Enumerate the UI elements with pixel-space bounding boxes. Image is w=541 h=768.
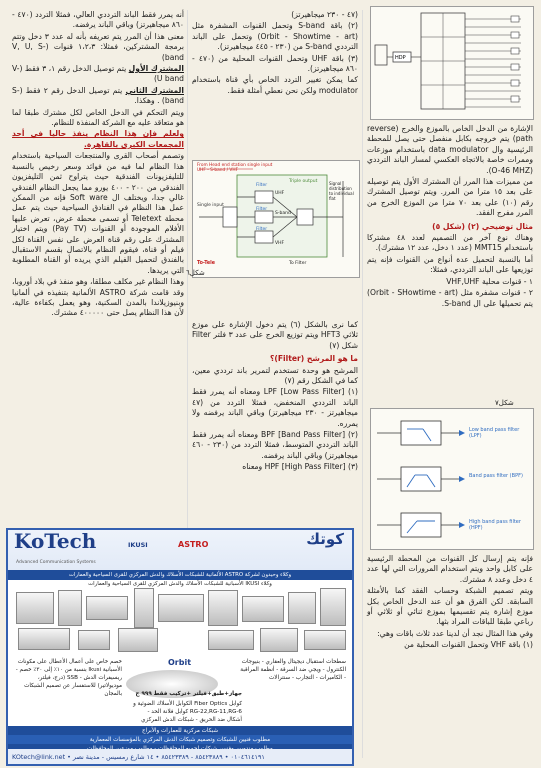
paragraph: أنه يمرر فقط الباند الترددي العالي، فمثلا التردد (٤٧٠ - ٨٦٠ ميجاهيرتز) وباقي الباند يرفضه. (12, 10, 184, 30)
kotech-arabic-logo: كوتك (306, 530, 344, 548)
paragraph: (١) باقة VHF وتحمل القنوات المحلية من (404, 640, 533, 650)
subscriber-2 (12, 86, 184, 107)
fig6-filter-2: Filter (256, 207, 268, 212)
fig6-tv-label: To-Tele (197, 261, 216, 266)
fig6-filter-1: Filter (256, 183, 268, 188)
paragraph: (٢) [Band Pass Filter] BPF ومعناه أنه يمرر فقط الباند الترددي المتوسط، فمثلا التردد من (٢٣٠ - ٤٦٠ ميجاهيرتز) وباقي الباند يرفضه. (192, 430, 358, 460)
kotech-logo: KoTech (14, 529, 97, 553)
ad-receiver-offer: جهاز+طبق+فيلتر +تركيب فقط ٩٩٩ ج (135, 691, 242, 697)
paragraph: من مميزات هذا المرر أن المشترك الأول يتم توصيله على بعد ١٥ مترا من المرر. ويتم توصيل المشترك رقم (١٠) على بعد ٧٠ مترا من الموزع الخرج من المرر مفرج الفقد. (367, 177, 533, 218)
subscriber-2-heading: المشترك الثاني (125, 85, 184, 95)
fig5-hdp-label: HDP (395, 55, 406, 61)
product-image (288, 592, 316, 624)
list-item: ٢ - قنوات مشفرة مثل (Orbit - SHowtime - art) يتم تحميلها على ال S-band. (367, 288, 533, 308)
paragraph: المرشح هو وحدة تستخدم لتمرير باند ترددي معين، كما في الشكل رقم (٧) (192, 365, 358, 386)
paragraph: (١) [Low Pass Filter] LPF ومعناه أنه يمرر فقط الباند الترددي المنخفض، فمثلا التردد من (٤٧ ميجاهيرتز - ٢٣٠ ميجاهيرتز) وباقي الباند يرفضه ولا يمرره. (192, 387, 358, 428)
paragraph: فإنه يتم إرسال كل القنوات من المحطة الرئيسية على كابل واحد ويتم استخدام المرورات التي لها عدد ٤ دخل وعدد ٨ مشترك. (367, 554, 533, 584)
paragraph: (٣) باقة UHF وتحمل القنوات المحلية من (٤٧٠ - ٨٦٠ ميجاهيرتز). (192, 53, 359, 74)
astro-logo: ASTRO (178, 540, 209, 549)
product-image (304, 630, 346, 650)
ad-astro-line: وكلاء وحيدون لشركة ASTRO الألمانية للشبكات الأسلاك والدش المركزي للقرى السياحية والعمارات (8, 570, 352, 580)
subscriber-1 (12, 64, 184, 85)
section-heading: مثال توضيحي (٢) (شكل ٥) (432, 221, 533, 231)
product-image (16, 592, 54, 624)
product-image (58, 590, 82, 626)
product-image (260, 628, 298, 652)
paragraph: الإشارة من الدخل الخاص بالموزع والخرج (reverse path) يتم خروجه بكابل منفصل حتى يصل للمحطة الرئيسية وال data modulator باستخدام موزعات وممرات خاصة بالاتجاه العكسي لمسار الباند الترددي (O-46 MHZ). (367, 124, 533, 175)
ad-discount-text: خصم خاص على أعمال الأعطال على مكونات الأسبانية Ikusi بنسبة من ١٠٪ إلى ٣٠٪ خصم - ريسيفرات الدش - SSB (درج، فيلتر، موديولاتير) للاستفسار عن تصميم الشبكات بالمجان (15, 659, 122, 697)
product-image (242, 596, 284, 622)
ad-cables-text: كوابل Fiber Optics الكوابل الأسلاك الضوئية و RG-22,RG-11,RG-6 كوابل فلانة الحد - أشكال ضد الحريق - شبكات الدش المركزي (133, 701, 242, 723)
fig6-distribution-label: Signal distribution to individual flat (329, 181, 354, 201)
product-image (18, 628, 70, 650)
product-image (158, 594, 204, 622)
product-image (86, 596, 128, 620)
fig6-output-label: Triple output (289, 179, 318, 184)
product-image (78, 630, 110, 650)
ad-ikusi-line: وكلاء IKUSI الأسبانية للشبكات الأسلاك والدش المركزي للقرى السياحية والعمارات (88, 581, 272, 587)
highlight-paragraph: ولعلم فإن هذا النظام ينفذ حاليا في أحد المجمعات الكبرى بالقاهرة. (12, 129, 184, 149)
ad-contact-text: KOtech@link.net • ٠١٠٤٦١٤١٩١ • ٨٥٤٢٣٨٨٩ - ٨٥٤٢٣٣٨٩ • ١٤ شارع رمسيس - مدينة نصر (12, 753, 265, 761)
paragraph: وهذا النظام غير مكلف مطلقا، وهو منفذ في بلاد أوروبا، وقد قامت شركة ASTRO الألمانية بتنفيذه في ألمانيا وبنيوزيلاندا بالمدن السكنية، وهو يعمل بكفاءة عالية، لأن هذا النظام يصل حتى ٤٠٠٠٠٠ مشترك. (12, 277, 184, 318)
fig6-caption: شكل٦ (186, 269, 205, 277)
paragraph: وتصمم أصحاب القرى والمنتجعات السياحية باستخدام هذا النظام لما فيه من فوائد وسعر رخيص بالنسبة للتليفزيونات الفندقية حيث يتراوح ثمن التليفزيون الفندقي من ٢٠٠ - ٤٠٠ يورو مما يجعل النظام الفندقي غالي جدا، ويختلف ال Soft ware فإنه من الممكن عمل هذا النظام في الفنادق السياحية حيث يتم عمل محطة Teletext أو تسمى محطة عرض، تعرض عليها الأفلام الموجودة أو القنوات (Pay TV) ويتم اختيار المشترك على رقم قناة العرض على نفس القناة لكل فيلم أو قناة، فيقوم النظام بالاتصال بقسم الاستقبال بالفندق لتحميل الفيلم الذي يريده أو القناة المطلوبة التي يريدها. (12, 151, 184, 275)
fig6-filter-out: To Filter (289, 261, 307, 266)
paragraph: (٤٧ - ٢٣٠ ميجاهيرتز) (291, 10, 358, 19)
fig7-caption: شكل٧ (495, 399, 514, 407)
fig7-output-2: Band pass filter (BPF) (469, 473, 523, 479)
subscriber-2-text: يتم توصيل الدخل رقم ٢ فقط (S-band) . وهكذا. (12, 85, 184, 106)
kotech-advertisement (6, 528, 354, 766)
ad-services-text: سطحات استقبال ديجيتال والعقاري - بنيوجات الكنترول - ويجي ضد السرقة - أنظمة المراقبة - الكاميرات - التجارب - سنترالات (240, 659, 346, 681)
ad-banner-2: مطلوب فنيين للشبكات وتصميم شبكات الدش المركزي بالمؤسسات المعمارية (8, 735, 352, 745)
paragraph: معنى هذا أن المرر يتم تعريفه بأنه له عدد ٣ دخل وتتم برمجة المشتركين، فمثلا: ١،٢،٣ قنوات (V, U, S-band) (12, 31, 184, 62)
paragraph: (٢) باقة S-band وتحمل القنوات المشفرة مثل (Orbit - Showtime - art) وتحمل على الباند الترددي S-band من (٢٣٠ - ٤٤٥ ميجاهيرتز). (192, 21, 358, 52)
kotech-logo-subtitle: Advanced Communication Systems (16, 560, 96, 565)
fig6-uhf-label: UHF (275, 191, 285, 196)
section-heading: ما هو المرشح (Filter)؟ (269, 354, 358, 364)
paragraph: كما نرى بالشكل (٦) يتم دخول الإشارة على موزع ثلاثي HFT3 ويتم توزيع الخرج على عدد ٣ فلتر Filter شكل (٧) (192, 320, 358, 350)
product-image (320, 588, 346, 626)
fig7-diagram (370, 408, 534, 550)
paragraph: كما يمكن تغيير التردد الخاص بأي قناة باستخدام modulator ولكن نحن نعطي أمثلة فقط. (192, 75, 358, 95)
paragraph: وهناك نوع آخر من التصميم لعدد ٤٨ مشتركا باستخدام MMT15 (عدد ١ دخل، عدد ١٢ مشترك). (367, 233, 533, 253)
fig5-diagram (370, 6, 534, 120)
product-image (208, 590, 238, 626)
fig6-source-label: From Head end station single input UHF - S-band / VHF (197, 163, 273, 173)
list-item: ١ - قنوات محلية VHF,UHF (446, 276, 533, 286)
product-image (208, 630, 254, 650)
fig6-vhf-label: VHF (275, 241, 285, 246)
ikusi-logo: IKUSI (128, 541, 148, 549)
ad-contact-bar (8, 749, 352, 764)
product-image (118, 628, 158, 652)
fig7-output-1: Low band pass filter (LPF) (469, 427, 520, 439)
paragraph: وفي هذا المثال نجد أن لدينا عدد ثلاث باقات وهي: (377, 628, 533, 638)
ad-banner-1: شبكات مركزية للعمارات والأبراج (8, 726, 352, 736)
product-image (134, 588, 154, 628)
subscriber-1-heading: المشترك الأول (128, 64, 184, 74)
paragraph: أما بالنسبة لتحميل عدة أنواع من القنوات فإنه يتم توزيعها على الباند الترددي، فمثلا: (367, 254, 533, 275)
fig7-output-3: High band pass filter (HPF) (469, 519, 521, 531)
fig6-diagram (192, 160, 360, 278)
fig6-input-label: Single input (197, 203, 224, 208)
fig6-sband-label: S-band (275, 211, 291, 216)
paragraph: ويتم تصميم الشبكة وحساب الفقد كما بالأمثلة السابقة. لكن الفرق هو أن عند الدخل الخاص بكل موزع إشارة يتم تقسيمها بموزع ثنائي أو ثلاثي أو رباعي طبقا للباقات المراد بثها. (367, 586, 533, 627)
paragraph: ويتم التحكم في الدخل الخاص لكل مشترك طبقا لما هو متعاقد عليه مع الشركة المنفذة للنظام. (12, 107, 184, 128)
paragraph: (٣) [High Pass Filter] HPF ومعناه (242, 462, 358, 472)
subscriber-1-text: يتم توصيل الدخل رقم ١، ٣ فقط (V-U band) (12, 64, 184, 84)
fig6-filter-3: Filter (256, 227, 268, 232)
orbit-logo: Orbit (168, 658, 192, 667)
